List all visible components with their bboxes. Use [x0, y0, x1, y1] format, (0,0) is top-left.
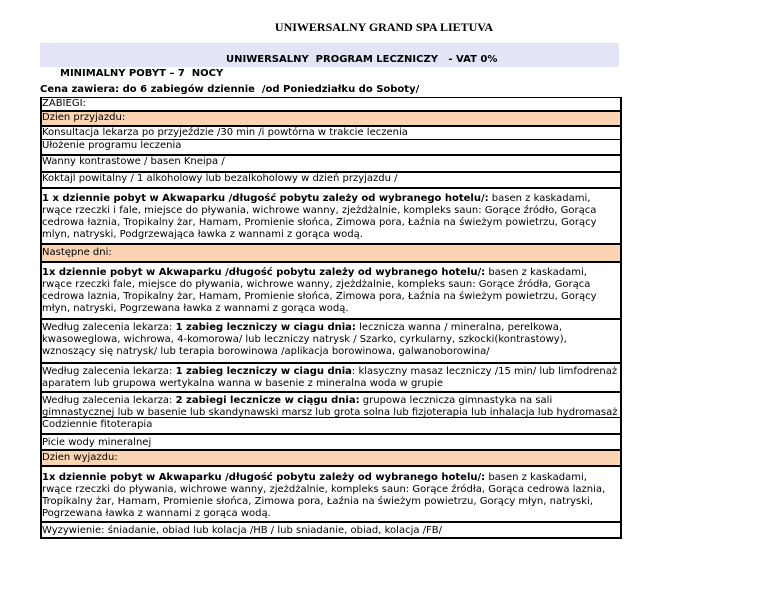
minimum-stay: MINIMALNY POBYT – 7 NOCY	[60, 68, 224, 79]
program-title: UNIWERSALNY PROGRAM LECZNICZY - VAT 0%	[226, 54, 498, 65]
treatment-3-prefix: Według zalecenia lekarza:	[42, 395, 176, 406]
treatment-table	[40, 97, 622, 539]
row-aquapark-arrival	[42, 187, 620, 243]
program-header-bar	[40, 43, 619, 67]
row-aquapark-departure	[42, 465, 620, 521]
row-mineral-water	[42, 433, 620, 449]
row-treatment-3	[42, 391, 620, 417]
row-welcome-cocktail	[42, 171, 620, 187]
row-consultation	[42, 125, 620, 139]
welcome-cocktail-text: Koktajl powitalny / 1 alkoholowy lub bezalkoholowy w dzień przyjazdu /	[42, 173, 398, 184]
aquapark-next-text: basen z kaskadami, rwące rzeczki fale, miejsce do pływania, wichrowe wanny, zjeżdżalnie, kompleks saun: Gorące źródła, Gorąca cedrowa laznia, Tropikalny żar, Hamam, Promienie słońca, Zimowa pora, Łaźnia na świeżym powietrzu, Gorący młyn, natryski, Pogrzewana ławka z wannami z gorąca wodą.	[42, 267, 597, 314]
row-arrival-day	[42, 110, 620, 125]
phytotherapy-text: Codziennie fitoterapia	[42, 419, 153, 430]
row-treatment-2	[42, 362, 620, 391]
meals-text: Wyzywienie: śniadanie, obiad lub kolacja /HB / lub sniadanie, obiad, kolacja /FB/	[42, 525, 443, 536]
treatment-2-text: : klasyczny masaz leczniczy /15 min/ lub limfodrenaż aparatem lub grupowa wertykalna wanna w basenie z mineralna woda w grupie	[42, 366, 618, 389]
treatment-2-prefix: Według zalecenia lekarza:	[42, 366, 176, 377]
aquapark-departure-bold: 1x dziennie pobyt w Akwaparku /długość pobytu zależy od wybranego hotelu/:	[42, 472, 486, 483]
zabiegi-label: ZABIEGI:	[42, 98, 86, 109]
aquapark-arrival-text: basen z kaskadami, rwące rzeczki i fale, miejsce do pływania, wichrowe wanny, zjeżdżalnie, kompleks saun: Gorące źródło, Gorąca cedrowa łaznia, Tropikalny żar, Hamam, Promienie słońca, Zimowa pora, Łaźnia na świeżym powietrzu, Gorący mlyn, natryski, Podgrzewająca ławka z wannami z gorąca wodą.	[42, 193, 597, 240]
treatment-3-bold: 2 zabiegi lecznicze w ciągu dnia:	[175, 395, 360, 406]
row-departure-day	[42, 449, 620, 465]
row-meals	[42, 521, 620, 537]
row-zabiegi	[42, 97, 620, 110]
treatment-3-text: grupowa lecznicza gimnastyka na sali gimnastycznej lub w basenie lub skandynawski marsz lub grota solna lub fizjoterapia lub inhalacja lub hydromasaż	[42, 395, 618, 417]
consultation-text: Konsultacja lekarza po przyjeździe /30 min /i powtórna w trakcie leczenia	[42, 127, 408, 138]
row-program-setup	[42, 139, 620, 154]
row-next-days	[42, 243, 620, 261]
aquapark-departure-text: basen z kaskadami, rwące rzeczki do pływania, wichrowe wanny, zjeżdżalnie, kompleks saun: Gorące źródła, Gorąca cedrowa laznia, Tropikalny żar, Hamam, Promienie słońca, Zimowa pora, Łaźnia na świeżym powietrzu, Gorący młyn, natryski, Pogrzewana ławka z wannami z gorąca wodą.	[42, 472, 606, 519]
aquapark-next-bold: 1x dziennie pobyt w Akwaparku /długość pobytu zależy od wybranego hotelu/:	[42, 267, 486, 278]
baths-text: Wanny kontrastowe / basen Kneipa /	[42, 156, 225, 167]
mineral-water-text: Picie wody mineralnej	[42, 437, 152, 448]
departure-day-label: Dzien wyjazdu:	[42, 452, 118, 463]
treatment-2-bold: 1 zabieg leczniczy w ciagu dnia	[175, 366, 352, 377]
aquapark-arrival-bold: 1 x dziennie pobyt w Akwaparku /długość pobytu zależy od wybranego hotelu/:	[42, 193, 489, 204]
treatment-1-prefix: Według zalecenia lekarza:	[42, 322, 176, 333]
next-days-label: Następne dni:	[42, 247, 112, 258]
treatment-1-bold: 1 zabieg leczniczy w ciagu dnia:	[175, 322, 356, 333]
row-baths	[42, 154, 620, 171]
row-phytotherapy	[42, 417, 620, 433]
price-includes: Cena zawiera: do 6 zabiegów dziennie /od Poniedziałku do Soboty/	[40, 84, 420, 95]
row-aquapark-next	[42, 261, 620, 318]
program-setup-text: Ułożenie programu leczenia	[42, 140, 182, 151]
document-title: UNIWERSALNY GRAND SPA LIETUVA	[274, 20, 494, 34]
arrival-day-label: Dzien przyjazdu:	[42, 112, 126, 123]
row-treatment-1	[42, 318, 620, 362]
treatment-1-text: lecznicza wanna / mineralna, perelkowa, kwasoweglowa, wichrowa, 4-komorowa/ lub leczniczy natrysk / Szarko, cyrkularny, szkocki(kontrastowy), wznoszący się natrysk/ lub terapia borowinowa /aplikacja borowinowa, galwanoborowina/	[42, 322, 567, 357]
